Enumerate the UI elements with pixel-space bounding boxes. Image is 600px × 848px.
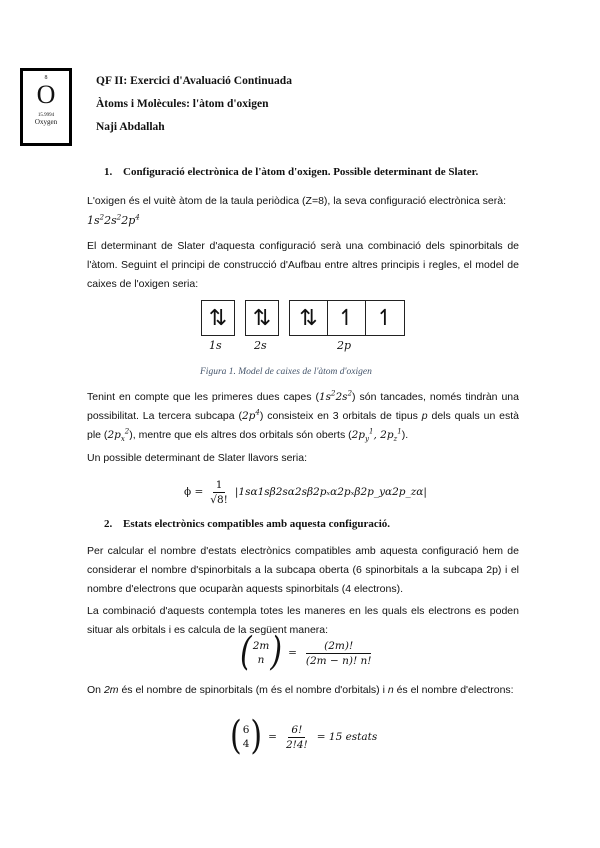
orbital-2pz: ↿ <box>375 305 395 331</box>
section1-title: Configuració electrònica de l'àtom d'oxigen. Possible determinant de Slater. <box>123 166 479 178</box>
element-tile <box>20 68 72 146</box>
factorial-fraction: $\frac{(2m)!}{(2m - n)! n!}$ <box>305 639 372 667</box>
header-course: QF II: Exercici d'Avaluació Continuada <box>96 75 292 87</box>
atomic-number: 8 <box>44 75 48 81</box>
electron-configuration: $1s^22s^22p^4$ <box>87 213 140 227</box>
orbital-2s: ⇅ <box>252 305 272 331</box>
closed-shells: $1s^22s^2$ <box>318 389 353 403</box>
orbital-box-2s <box>245 300 279 336</box>
section2-title: Estats electrònics compatibles amb aquesta configuració. <box>123 518 391 530</box>
states-count-formula: ( 6 4 ) = $\frac{6!}{2!4!}$ = 15 estats <box>230 713 378 760</box>
header-topic: Àtoms i Molècules: l'àtom d'oxigen <box>96 98 269 110</box>
orbital-box-1s <box>201 300 235 336</box>
section2-heading <box>104 518 390 530</box>
section2-para3: On 2m és el nombre de spinorbitals (m és el nombre d'orbitals) i n és el nombre d'electrons: <box>87 684 514 696</box>
det-spinorbitals: |1sα1sβ2sα2sβ2pₓα2pₓβ2p_yα2p_zα| <box>234 486 427 498</box>
binomial-2m-n: ( 2m n ) <box>240 629 283 676</box>
section1-para3: Tenint en compte que les primeres dues capes $(1s^22s^2)$ són tancades, només tindràn una possibilitat. La tercera subcapa $(2p^4)$ consisteix en 3 orbitals de tipus p dels quals un està ple $(2p_x^2)$, mentre que els altres dos orbitals són oberts ($2p_y^1$, $2p_z^1$). <box>87 389 519 444</box>
states-fraction: $\frac{6!}{2!4!}$ <box>285 723 308 751</box>
label-1s: 1s <box>209 339 222 352</box>
section1-heading <box>104 166 478 178</box>
section2-para2: La combinació d'aquests contempla totes les maneres en les quals els electrons es poden situar als orbitals i es calcula de la següent manera: <box>87 605 519 636</box>
figure-caption: Figura 1. Model de caixes de l'àtom d'oxigen <box>200 367 372 377</box>
subshell-2p4: $2p^4$ <box>241 408 260 422</box>
orbital-1s: ⇅ <box>208 305 228 331</box>
states-result: = 15 estats <box>316 731 378 743</box>
orbital-box-diagram <box>201 300 405 356</box>
element-name: Oxygen <box>34 118 58 126</box>
orbital-2py: ↿ <box>328 301 366 335</box>
atomic-mass: 15.9994 <box>37 113 55 118</box>
orbital-2px: ⇅ <box>290 301 328 335</box>
section1-para4: Un possible determinant de Slater llavors seria: <box>87 452 308 464</box>
label-2p: 2p <box>337 339 352 352</box>
config-intro: L'oxigen és el vuitè àtom de la taula periòdica (Z=8), la seva configuració electrònica serà: <box>87 195 507 207</box>
orbital-box-2p <box>289 300 405 336</box>
label-2s: 2s <box>254 339 267 352</box>
slater-determinant <box>184 474 427 510</box>
binomial-6-4: ( 6 4 ) <box>230 713 263 760</box>
element-symbol: O <box>36 80 56 109</box>
det-phi: ϕ = <box>184 486 204 498</box>
section1-number: 1. <box>104 166 113 178</box>
combination-formula: ( 2m n ) = $\frac{(2m)!}{(2m - n)! n!}$ <box>240 638 375 668</box>
header-author: Naji Abdallah <box>96 121 165 133</box>
filled-orbital: $2p_x^2$ <box>107 427 130 444</box>
det-normalization: $\frac{1}{√8!}$ <box>210 478 228 506</box>
document-header <box>96 70 292 139</box>
section2-para1: Per calcular el nombre d'estats electrònics compatibles amb aquesta configuració hem de considerar el nombre d'spinorbitals a la subcapa oberta (6 spinorbitals a la subcapa 2p) i el nombre d'electrons que ocuparàn aquests spinorbitals (4 electrons). <box>87 545 519 595</box>
section1-para2: El determinant de Slater d'aquesta configuració serà una combinació dels spinorbitals de l'àtom. Seguint el principi de construcció d'Aufbau entre altres principis i regles, el model de caixes de l'oxigen seria: <box>87 240 519 290</box>
open-orbitals: $2p_y^1$, $2p_z^1$ <box>351 427 402 444</box>
section1-para1 <box>87 192 519 231</box>
section2-number: 2. <box>104 518 113 530</box>
